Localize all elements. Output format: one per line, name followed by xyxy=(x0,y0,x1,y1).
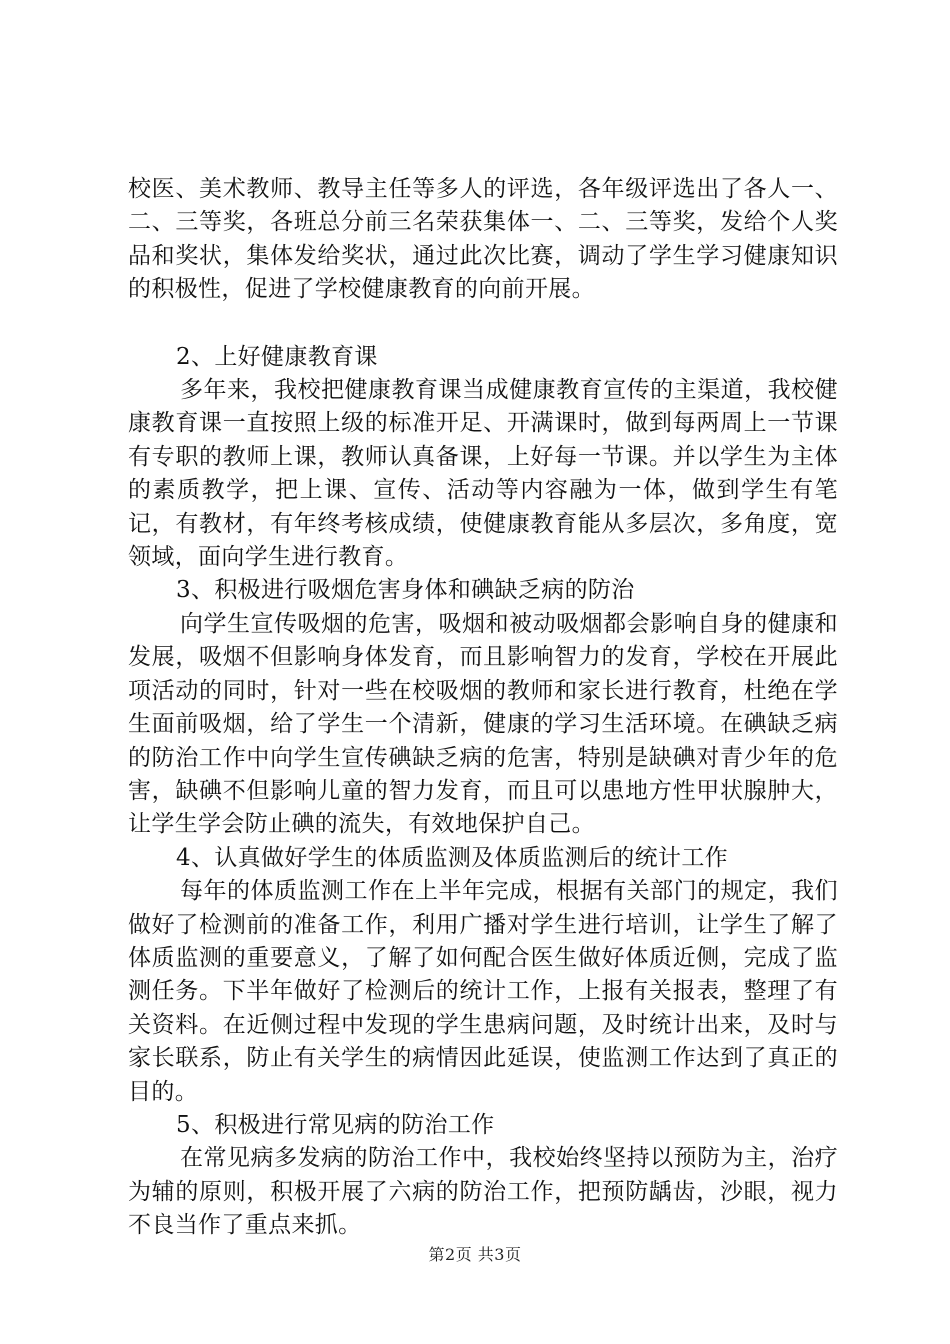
section-heading-3: 3、积极进行吸烟危害身体和碘缺乏病的防治 xyxy=(176,577,635,604)
section-heading-5: 5、积极进行常见病的防治工作 xyxy=(176,1111,495,1138)
paragraph-gap xyxy=(128,307,838,341)
paragraph-health-class: 多年来，我校把健康教育课当成健康教育宣传的主渠道，我校健康教育课一直按照上级的标准开足、开满课时，做到每两周上一节课有专职的教师上课，教师认真备课，上好每一节课。并以学生为主体的素质教学，把上课、宣传、活动等内容融为一体，做到学生有笔记，有教材，有年终考核成绩，使健康教育能从多层次，多角度，宽领域，面向学生进行教育。 xyxy=(128,377,838,571)
paragraph-common-disease: 在常见病多发病的防治工作中，我校始终坚持以预防为主，治疗为辅的原则，积极开展了六病的防治工作，把预防龋齿，沙眼，视力不良当作了重点来抓。 xyxy=(128,1145,838,1239)
section-heading-4: 4、认真做好学生的体质监测及体质监测后的统计工作 xyxy=(176,844,729,871)
paragraph-smoking-iodine: 向学生宣传吸烟的危害，吸烟和被动吸烟都会影响自身的健康和发展，吸烟不但影响身体发育，而且影响智力的发育，学校在开展此项活动的同时，针对一些在校吸烟的教师和家长进行教育，杜绝在学生面前吸烟，给了学生一个清新，健康的学习生活环境。在碘缺乏病的防治工作中向学生宣传碘缺乏病的危害，特别是缺碘对青少年的危害，缺碘不但影响儿童的智力发育，而且可以患地方性甲状腺肿大，让学生学会防止碘的流失，有效地保护自己。 xyxy=(128,610,838,838)
paragraph-physical-monitoring: 每年的体质监测工作在上半年完成，根据有关部门的规定，我们做好了检测前的准备工作，利用广播对学生进行培训，让学生了解了体质监测的重要意义，了解了如何配合医生做好体质近侧，完成了监测任务。下半年做好了检测后的统计工作，上报有关报表，整理了有关资料。在近侧过程中发现的学生患病问题，及时统计出来，及时与家长联系，防止有关学生的病情因此延误，使监测工作达到了真正的目的。 xyxy=(128,878,838,1105)
page-number-footer: 第2页 共3页 xyxy=(428,1245,522,1264)
paragraph-competition-summary: 校医、美术教师、教导主任等多人的评选，各年级评选出了各人一、二、三等奖，各班总分前三名荣获集体一、二、三等奖，发给个人奖品和奖状，集体发给奖状，通过此次比赛，调动了学生学习健康知识的积极性，促进了学校健康教育的向前开展。 xyxy=(128,176,838,303)
section-heading-2: 2、上好健康教育课 xyxy=(176,343,378,370)
document-body xyxy=(128,173,838,1243)
